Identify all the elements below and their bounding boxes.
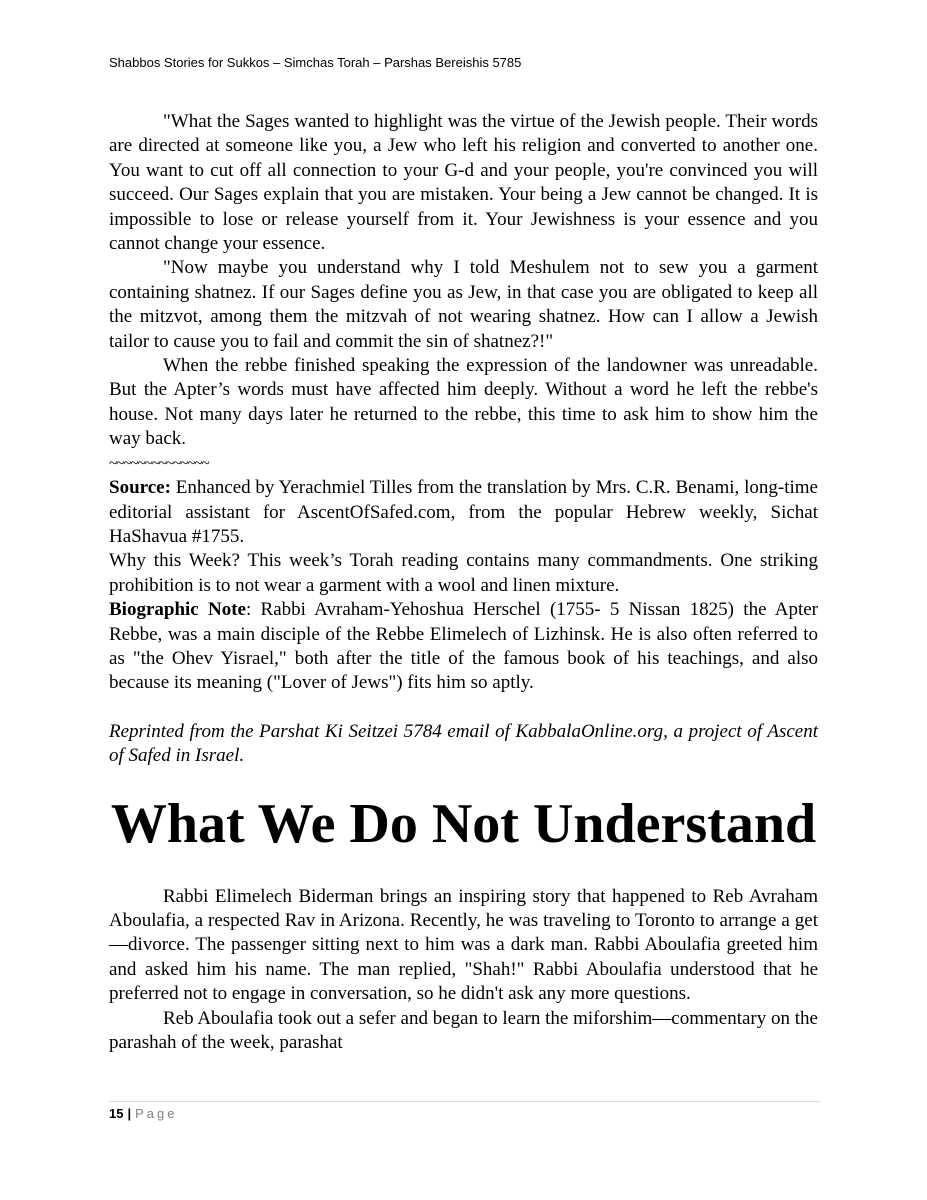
story-title: What We Do Not Understand: [110, 792, 817, 855]
page-footer: [109, 1106, 177, 1121]
source-note: [109, 476, 818, 549]
why-this-week-note: Why this Week? This week’s Torah reading contains many commandments. One striking prohibition is to not wear a garment with a wool and linen mixture.: [109, 550, 818, 596]
footer-divider: [109, 1101, 820, 1102]
story-paragraph: Reb Aboulafia took out a sefer and began to learn the miforshim—commentary on the parashah of the week, parashat: [109, 1007, 818, 1053]
running-header: Shabbos Stories for Sukkos – Simchas Torah – Parshas Bereishis 5785: [109, 55, 522, 70]
story-paragraph: "Now maybe you understand why I told Meshulem not to sew you a garment containing shatnez. If our Sages define you as Jew, in that case you are obligated to keep all the mitzvot, among them the mitzvah of not wearing shatnez. How can I allow a Jewish tailor to cause you to fail and commit the sin of shatnez?!": [109, 257, 818, 352]
footer-separator: |: [127, 1106, 132, 1121]
page-label: Page: [135, 1106, 178, 1121]
biographic-note: [109, 598, 818, 696]
story-paragraph: "What the Sages wanted to highlight was the virtue of the Jewish people. Their words are directed at someone like you, a Jew who left his religion and converted to another one. You want to cut off all connection to your G-d and your people, you're convinced you will succeed. Our Sages explain that you are mistaken. Your being a Jew cannot be changed. It is impossible to lose or release yourself from it. Your Jewishness is your essence and you cannot change your essence.: [109, 111, 818, 255]
spacer: [109, 696, 818, 720]
story-paragraph: Rabbi Elimelech Biderman brings an inspiring story that happened to Reb Avraham Aboulafia, a respected Rav in Arizona. Recently, he was traveling to Toronto to arrange a get—divorce. The passenger sitting next to him was a dark man. Rabbi Aboulafia greeted him and asked him his name. The man replied, "Shah!" Rabbi Aboulafia understood that he preferred not to engage in conversation, so he didn't ask any more questions.: [109, 885, 818, 1005]
page-number: 15: [109, 1106, 124, 1121]
source-label: Source:: [109, 477, 171, 499]
source-text: Enhanced by Yerachmiel Tilles from the translation by Mrs. C.R. Benami, long-time editorial assistant for AscentOfSafed.com, from the popular Hebrew weekly, Sichat HaShavua #1755.: [109, 477, 818, 547]
biographic-text: : Rabbi Avraham-Yehoshua Herschel (1755- 5 Nissan 1825) the Apter Rebbe, was a main disciple of the Rebbe Elimelech of Lizhinsk. He is also often referred to as "the Ohev Yisrael," both after the title of the famous book of his teachings, and also because its meaning ("Lover of Jews") fits him so aptly.: [109, 599, 818, 694]
story-paragraph: When the rebbe finished speaking the expression of the landowner was unreadable. But the Apter’s words must have affected him deeply. Without a word he left the rebbe's house. Not many days later he returned to the rebbe, this time to ask him to show him the way back.: [109, 355, 818, 450]
reprint-credit: Reprinted from the Parshat Ki Seitzei 5784 email of KabbalaOnline.org, a project of Ascent of Safed in Israel.: [109, 720, 818, 767]
page-body: [109, 110, 818, 1055]
biographic-label: Biographic Note: [109, 599, 246, 621]
section-divider: ~~~~~~~~~~~~~~: [109, 455, 209, 472]
